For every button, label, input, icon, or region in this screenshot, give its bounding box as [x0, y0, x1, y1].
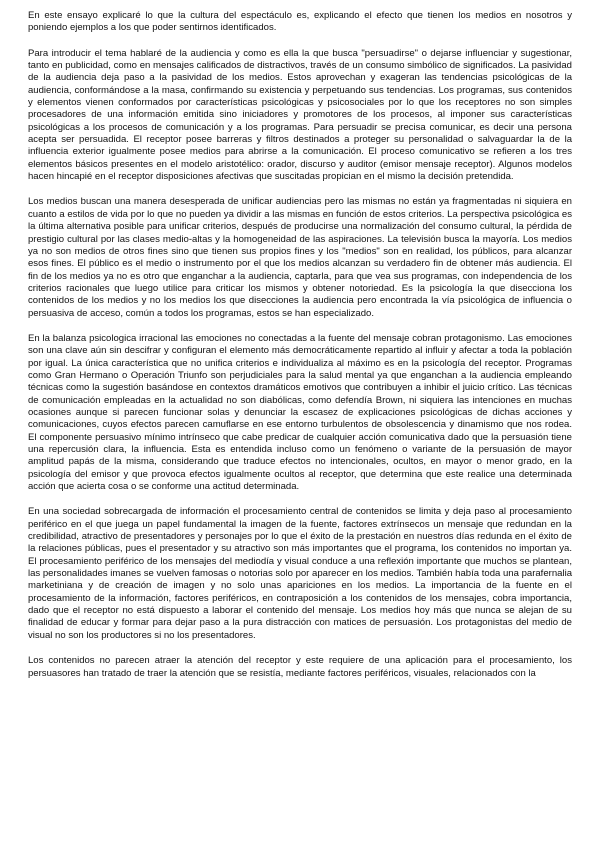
paragraph-media-audiences: Los medios buscan una manera desesperada de unificar audiencias pero las mismas no están ya fragmentadas ni siquiera en cuanto a estilos de vida por lo que no pueden ya dividir a las mismas en función de estos criterios. La perspectiva psicológica es la última alternativa posible para unificar criterios, después de producirse una normalización del consumo cultural, la pérdida de prestigio cultural por las clases medio-altas y la homogeneidad de las aspiraciones. La televisión busca la mayoría. Los medios ya no son medios de otros fines sino que tienen sus propios fines y los "medios" son en realidad, los públicos, para alcanzar esos fines. El público es el medio o instrumento por el que los medios alcanzan su verdadero fin de obtener más audiencia. El fin de los medios ya no es otro que enganchar a la audiencia, captarla, para que vea sus programas, con independencia de los criterios racionales que luego utilice para criticar los mismos y obtener notoriedad. Es la psicología la que disecciona los contenidos de los medios y no los medios los que disecciones la audiencia pero encontrada la vía psicológica de influencia o persuasiva de acceso, común a todos los programas, estos se han especializado.	[28, 196, 572, 319]
paragraph-information-overload: En una sociedad sobrecargada de información el procesamiento central de contenidos se limita y deja paso al procesamiento periférico en el que juega un papel fundamental la imagen de la fuente, factores extrínsecos un mensaje que redundan en la credibilidad, atractivo de presentadores y personajes por lo que el éxito de la prestación en nuestros días redunda en el éxito de la relaciones públicas, pues el presentador y su atractivo son más importantes que el programa, los contenidos no importan ya. El procesamiento periférico de los mensajes del mediodía y visual conduce a una reflexión importante que muchos se plantean, las personalidades imanes se vuelven famosas o notorias solo por aparecer en los medios. También había toda una parafernalia marketiniana y de creación de imagen y no solo unas apariciones en los medios. La importancia de la fuente en el procesamiento de la información, factores periféricos, en contraposición a los contenidos de los mensajes, cobra importancia, dado que el receptor no está dispuesto a laborar el contenido del mensaje. Los medios hoy más que nunca se alejan de su finalidad de educar y formar para dejar paso a la pura distracción con matices de persuasión. Los protagonistas del medio de visual no son los productores si no los presentadores.	[28, 506, 572, 641]
paragraph-emotions: En la balanza psicologica irracional las emociones no conectadas a la fuente del mensaje cobran protagonismo. Las emociones son una clave aún sin descifrar y configuran el elemento más democráticamente repartido al influir y afectar a toda la población por igual. La única característica que no unifica criterios e individualiza al máximo es en la psicología del receptor. Programas como Gran Hermano o Operación Triunfo son perjudiciales para la salud mental ya que enganchan a la audiencia empleando técnicas como la sugestión basándose en contextos dramáticos emotivos que contribuyen a inhibir el juicio crítico. Las técnicas de comunicación empleadas en la actualidad no son diabólicas, como defendía Brown, ni siquiera las intenciones en muchas ocasiones aunque si parecen funcionar solas y denunciar la escasez de explicaciones psicológicas de dichas acciones y comunicaciones, cuyos efectos parecen camuflarse en ese entorno turbulentos de obsolescencia y dinamismo que nos rodea. El componente persuasivo mínimo intrínseco que cabe predicar de cualquier acción comunicativa dado que la persuasión tiene una repercusión clara, la influencia. Esta es entendida incluso como un fenómeno o variante de la persuasión de mayor amplitud papás de la misma, considerando que traduce efectos no intencionales, ocultos, en mayor o menor grado, en la psicología del emisor y que provoca efectos igualmente ocultos al receptor, que determina que este realice una determinada acción que acierta cosa o se conforme una actitud determinada.	[28, 332, 572, 493]
paragraph-audience: Para introducir el tema hablaré de la audiencia y como es ella la que busca "persuadirse" o dejarse influenciar y sugestionar, tanto en publicidad, como en mensajes calificados de distractivos, través de un consumo simbólico de significados. La pasividad de la audiencia deja paso a la pasividad de los medios. Estos aprovechan y exageran las tendencias psicológicas de la audiencia, conformándose a la masa, confirmando su existencia y perpetuando sus tendencias. Los programas, sus contenidos y elementos vienen conformados por características psicológicas y psicosociales por lo que los receptores no son simples procesadores de una información emitida sino iniciadores y promotores de los procesos, al imponer sus características psicológicas a los procesos de comunicación y a los programas. Para persuadir se precisa comunicar, es decir una persona acepta ser persuadida. El receptor posee barreras y filtros destinados a proteger su personalidad o salvaguardar la de la influencia exterior igualmente posee medios para abrirse a la comunicación. El proceso comunicativo se refieren a los tres elementos básicos presentes en el modelo aristotélico: orador, discurso y auditor (emisor mensaje receptor). Algunos modelos hacen hincapié en el receptor disposiciones afectivas que suscitadas propician en el mismo la decisión pretendida.	[28, 47, 572, 183]
paragraph-intro: En este ensayo explicaré lo que la cultura del espectáculo es, explicando el efecto que tienen los medios en nosotros y poniendo ejemplos a los que poder sentirnos identificados.	[28, 10, 572, 34]
paragraph-contents-attention: Los contenidos no parecen atraer la atención del receptor y este requiere de una aplicación para el procesamiento, los persuasores han tratado de traer la atención que se resistía, mediante factores periféricos, visuales, relacionados con la	[28, 655, 572, 679]
document-page	[28, 10, 572, 693]
